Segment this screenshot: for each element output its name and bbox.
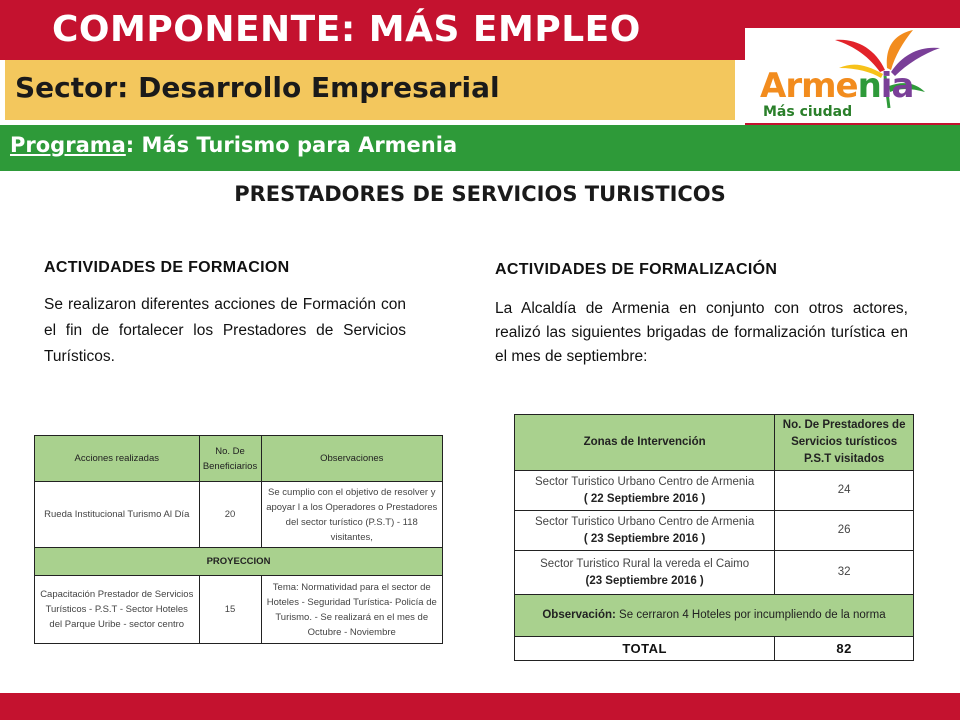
projection-row [35,548,443,576]
zone-date: (23 Septiembre 2016 ) [585,574,704,587]
component-banner [0,0,745,60]
total-row [515,637,914,661]
logo-text-part3: ia [880,66,914,106]
total-label: TOTAL [515,637,775,661]
main-heading: PRESTADORES DE SERVICIOS TURISTICOS [234,182,726,206]
table-header-row [515,415,914,471]
table-header-row [35,436,443,482]
table-cell: Capacitación Prestador de Servicios Turísticos - P.S.T - Sector Hoteles del Parque Uribe - sector centro [35,576,200,644]
count-cell: 32 [775,551,914,595]
count-cell: 24 [775,471,914,511]
armenia-logo-text [760,66,913,106]
formacion-text: Se realizaron diferentes acciones de Formación con el fin de fortalecer los Prestadores de Servicios Turísticos. [44,296,406,365]
logo-subtitle: Más ciudad [763,104,853,120]
sector-title: Sector: Desarrollo Empresarial [15,71,500,104]
component-title: COMPONENTE: MÁS EMPLEO [52,9,641,50]
header-cell: Zonas de Intervención [515,415,775,471]
observation-row [515,595,914,637]
zone-date: ( 22 Septiembre 2016 ) [583,492,706,505]
table-cell: Tema: Normatividad para el sector de Hoteles - Seguridad Turística- Policía de Turismo. - Se realizará en el mes de Octubre - Noviembre [261,576,443,644]
table-cell: Rueda Institucional Turismo Al Día [35,482,200,548]
observation-label: Observación: [542,609,616,621]
logo-text-part1: Arme [760,66,858,106]
observation-cell [515,595,914,637]
table-cell: 20 [199,482,261,548]
footer-band [0,693,960,720]
program-label: Programa [10,133,126,157]
table-row [515,471,914,511]
table-row [515,511,914,551]
zone-cell [515,511,775,551]
table-row [35,482,443,548]
zone-cell [515,551,775,595]
zone-name: Sector Turistico Rural la vereda el Caimo [540,557,750,570]
table-cell: Se cumplio con el objetivo de resolver y apoyar l a los Operadores o Prestadores del sector turístico (P.S.T) - 118 visitantes, [261,482,443,548]
zone-date: ( 23 Septiembre 2016 ) [583,532,706,545]
formalizacion-heading: ACTIVIDADES DE FORMALIZACIÓN [495,261,778,278]
sector-banner [0,60,735,120]
formacion-heading: ACTIVIDADES DE FORMACION [44,259,290,276]
projection-label: PROYECCION [35,548,443,576]
zone-name: Sector Turistico Urbano Centro de Armenia [535,475,755,488]
observation-text: Se cerraron 4 Hoteles por incumpliendo de la norma [615,609,886,621]
header-cell: Observaciones [261,436,443,482]
table-cell: 15 [199,576,261,644]
program-title [10,133,457,157]
program-name: : Más Turismo para Armenia [125,133,458,157]
total-value: 82 [775,637,914,661]
formalizacion-text: La Alcaldía de Armenia en conjunto con otros actores, realizó las siguientes brigadas de formalización turística en el mes de septiembre: [495,300,908,365]
formacion-table [34,435,443,644]
header-cell: No. De Prestadores de Servicios turísticos P.S.T visitados [775,415,914,471]
zone-name: Sector Turistico Urbano Centro de Armenia [535,515,755,528]
table-row [515,551,914,595]
table-row [35,576,443,644]
program-banner [0,125,960,171]
count-cell: 26 [775,511,914,551]
zone-cell [515,471,775,511]
header-cell: Acciones realizadas [35,436,200,482]
formalizacion-table [514,414,914,661]
header-cell: No. De Beneficiarios [199,436,261,482]
logo-text-part2: n [857,66,881,106]
